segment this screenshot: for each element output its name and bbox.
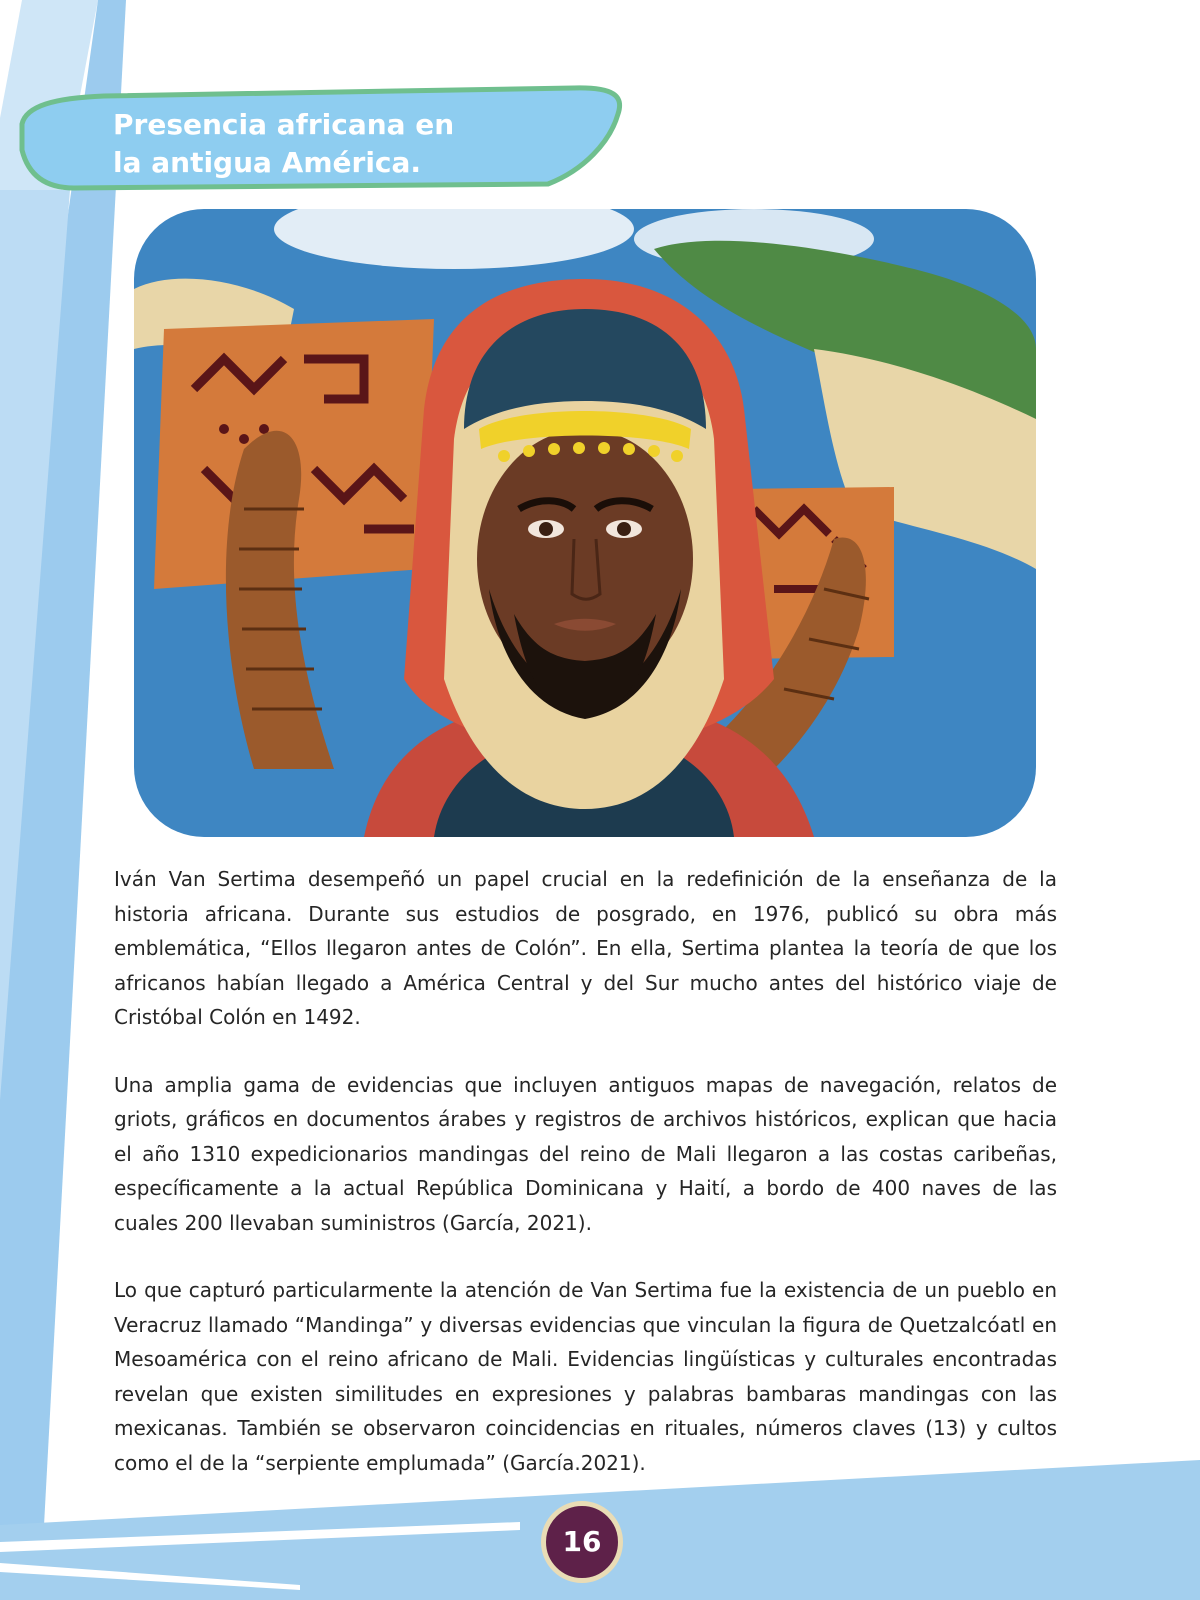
page-number-badge: [541, 1501, 623, 1583]
mansa-musa-illustration: [134, 209, 1036, 837]
page-title-line-2: la antigua América.: [113, 146, 422, 179]
paragraph-1: Iván Van Sertima desempeñó un papel crucial en la redefinición de la enseñanza de la historia africana. Durante sus estudios de posgrado, en 1976, publicó su obra más emblemática, “Ellos llegaron antes de Colón”. En ella, Sertima plantea la teoría de que los africanos habían llegado a América Central y del Sur mucho antes del histórico viaje de Cristóbal Colón en 1492.: [114, 867, 1057, 1029]
article-body: [114, 862, 1057, 1513]
page-title-line-1: Presencia africana en: [113, 108, 455, 141]
paragraph-2: Una amplia gama de evidencias que incluyen antiguos mapas de navegación, relatos de griots, gráficos en documentos árabes y registros de archivos históricos, explican que hacia el año 1310 expedicionarios mandingas del reino de Mali llegaron a las costas caribeñas, específicamente a la actual República Dominicana y Haití, a bordo de 400 naves de las cuales 200 llevaban suministros (García, 2021).: [114, 1072, 1057, 1235]
page-title: [113, 106, 613, 182]
page-number: 16: [562, 1525, 602, 1558]
paragraph-3: Lo que capturó particularmente la atención de Van Sertima fue la existencia de un pueblo en Veracruz llamado “Mandinga” y diversas evidencias que vinculan la figura de Quetzalcóatl en Mesoamérica con el reino africano de Mali. Evidencias lingüísticas y culturales encontradas revelan que existen similitudes en expresiones y palabras bambaras mandingas con las mexicanas. También se observaron coincidencias en rituales, números claves (13) y cultos como el de la “serpiente emplumada” (García.2021).: [114, 1278, 1057, 1475]
